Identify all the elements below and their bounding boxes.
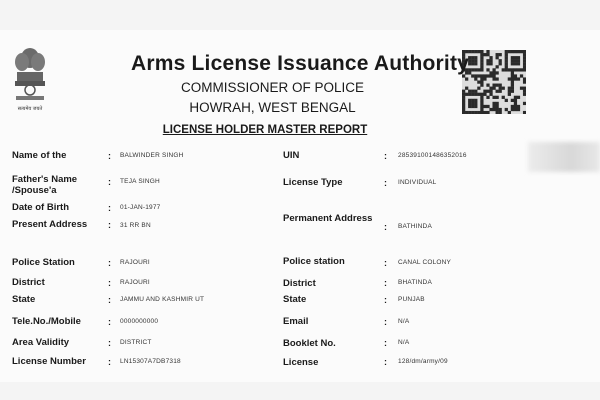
field-value: PUNJAB [398, 296, 425, 303]
field-value: CANAL COLONY [398, 259, 452, 266]
field-label: License Number [12, 356, 86, 367]
field-colon: : [108, 357, 111, 367]
field-label: Permanent Address [283, 213, 373, 224]
field-colon: : [384, 357, 387, 367]
field-colon: : [108, 151, 111, 161]
field-value: BALWINDER SINGH [120, 152, 184, 159]
field-label: State [283, 294, 307, 305]
field-value: INDIVIDUAL [398, 179, 437, 186]
field-colon: : [384, 178, 387, 188]
field-label: License [283, 357, 319, 368]
field-label: Tele.No./Mobile [12, 316, 81, 327]
field-label: UIN [283, 150, 300, 161]
field-value: RAJOURI [120, 259, 150, 266]
emblem-motto: सत्यमेव जयते [17, 106, 43, 112]
field-label: District [283, 278, 316, 289]
field-colon: : [108, 338, 111, 348]
field-value: JAMMU AND KASHMIR UT [120, 296, 205, 303]
field-colon: : [108, 317, 111, 327]
field-colon: : [108, 220, 111, 230]
field-value: 0000000000 [120, 318, 159, 325]
field-value: RAJOURI [120, 279, 150, 286]
field-label: State [12, 294, 36, 305]
field-label: Police station [283, 256, 345, 267]
field-value: DISTRICT [120, 339, 152, 346]
field-label: Date of Birth [12, 202, 69, 213]
office-title: COMMISSIONER OF POLICE [180, 80, 365, 95]
blurred-photo-area [528, 142, 600, 172]
report-title: LICENSE HOLDER MASTER REPORT [162, 124, 368, 136]
field-label: Present Address [12, 219, 88, 230]
authority-title: Arms License Issuance Authority [130, 52, 470, 75]
field-label: Police Station [12, 257, 75, 268]
field-label: Email [283, 316, 309, 327]
field-value: N/A [398, 318, 410, 325]
field-colon: : [384, 222, 387, 232]
field-value: TEJA SINGH [120, 178, 160, 185]
field-colon: : [108, 295, 111, 305]
field-colon: : [384, 338, 387, 348]
field-value: 31 RR BN [120, 222, 151, 229]
field-colon: : [384, 258, 387, 268]
field-value: 285391001486352016 [398, 152, 467, 159]
field-colon: : [384, 317, 387, 327]
field-colon: : [384, 151, 387, 161]
field-value: 128/dm/army/09 [398, 358, 448, 365]
field-label: Area Validity [12, 337, 70, 348]
location-title: HOWRAH, WEST BENGAL [189, 100, 356, 115]
field-colon: : [108, 258, 111, 268]
field-colon: : [108, 177, 111, 187]
field-label: Father's Name /Spouse'a [12, 174, 78, 196]
field-value: BHATINDA [398, 279, 432, 286]
field-label: License Type [283, 177, 343, 188]
field-value: 01-JAN-1977 [120, 204, 161, 211]
field-colon: : [108, 203, 111, 213]
field-label: District [12, 277, 45, 288]
field-colon: : [384, 278, 387, 288]
field-value: N/A [398, 339, 410, 346]
field-colon: : [108, 278, 111, 288]
field-colon: : [384, 295, 387, 305]
field-label: Name of the [12, 150, 67, 161]
field-value: BATHINDA [398, 223, 432, 230]
field-value: LN15307A7DB7318 [120, 358, 181, 365]
field-label: Booklet No. [283, 338, 336, 349]
